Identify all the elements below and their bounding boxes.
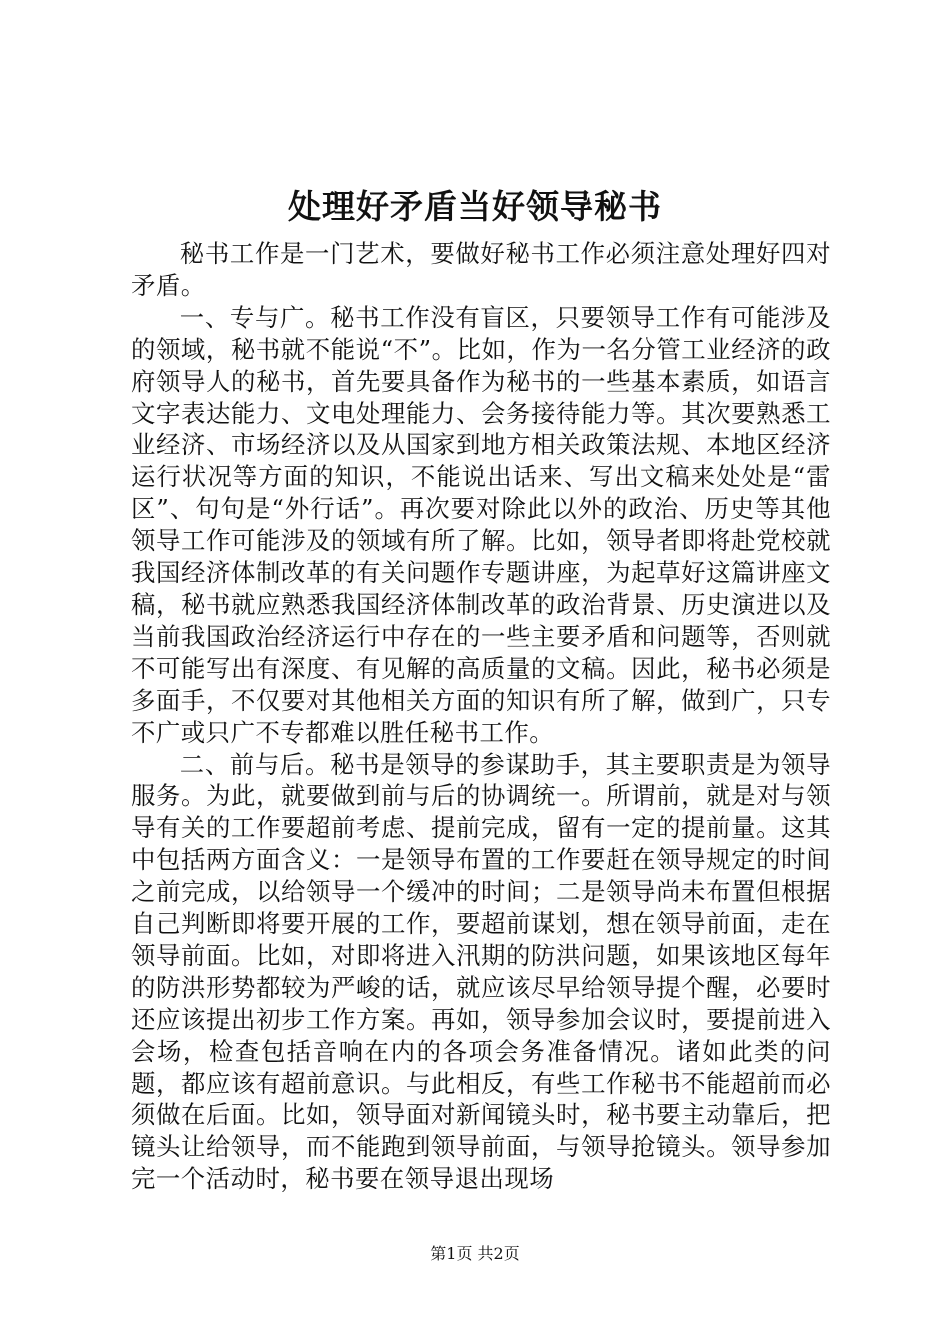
paragraph-intro: 秘书工作是一门艺术，要做好秘书工作必须注意处理好四对矛盾。 [131, 239, 831, 300]
document-body [131, 238, 831, 1195]
document-title: 处理好矛盾当好领导秘书 [288, 187, 662, 226]
page-number-footer: 第1页 共2页 [430, 1244, 520, 1263]
paragraph-section-one: 一、专与广。秘书工作没有盲区，只要领导工作有可能涉及的领域，秘书就不能说“不”。比如，作为一名分管工业经济的政府领导人的秘书，首先要具备作为秘书的一些基本素质，如语言文字表达能力、文电处理能力、会务接待能力等。其次要熟悉工业经济、市场经济以及从国家到地方相关政策法规、本地区经济运行状况等方面的知识，不能说出话来、写出文稿来处处是“雷区”、句句是“外行话”。再次要对除此以外的政治、历史等其他领导工作可能涉及的领域有所了解。比如，领导者即将赴党校就我国经济体制改革的有关问题作专题讲座，为起草好这篇讲座文稿，秘书就应熟悉我国经济体制改革的政治背景、历史演进以及当前我国政治经济运行中存在的一些主要矛盾和问题等，否则就不可能写出有深度、有见解的高质量的文稿。因此，秘书必须是多面手，不仅要对其他相关方面的知识有所了解，做到广，只专不广或只广不专都难以胜任秘书工作。 [131, 302, 831, 747]
paragraph-section-two: 二、前与后。秘书是领导的参谋助手，其主要职责是为领导服务。为此，就要做到前与后的协调统一。所谓前，就是对与领导有关的工作要超前考虑、提前完成，留有一定的提前量。这其中包括两方面含义：一是领导布置的工作要赶在领导规定的时间之前完成，以给领导一个缓冲的时间；二是领导尚未布置但根据自己判断即将要开展的工作，要超前谋划，想在领导前面，走在领导前面。比如，对即将进入汛期的防洪问题，如果该地区每年的防洪形势都较为严峻的话，就应该尽早给领导提个醒，必要时还应该提出初步工作方案。再如，领导参加会议时，要提前进入会场，检查包括音响在内的各项会务准备情况。诸如此类的问题，都应该有超前意识。与此相反，有些工作秘书不能超前而必须做在后面。比如，领导面对新闻镜头时，秘书要主动靠后，把镜头让给领导，而不能跑到领导前面，与领导抢镜头。领导参加完一个活动时，秘书要在领导退出现场 [131, 749, 831, 1194]
